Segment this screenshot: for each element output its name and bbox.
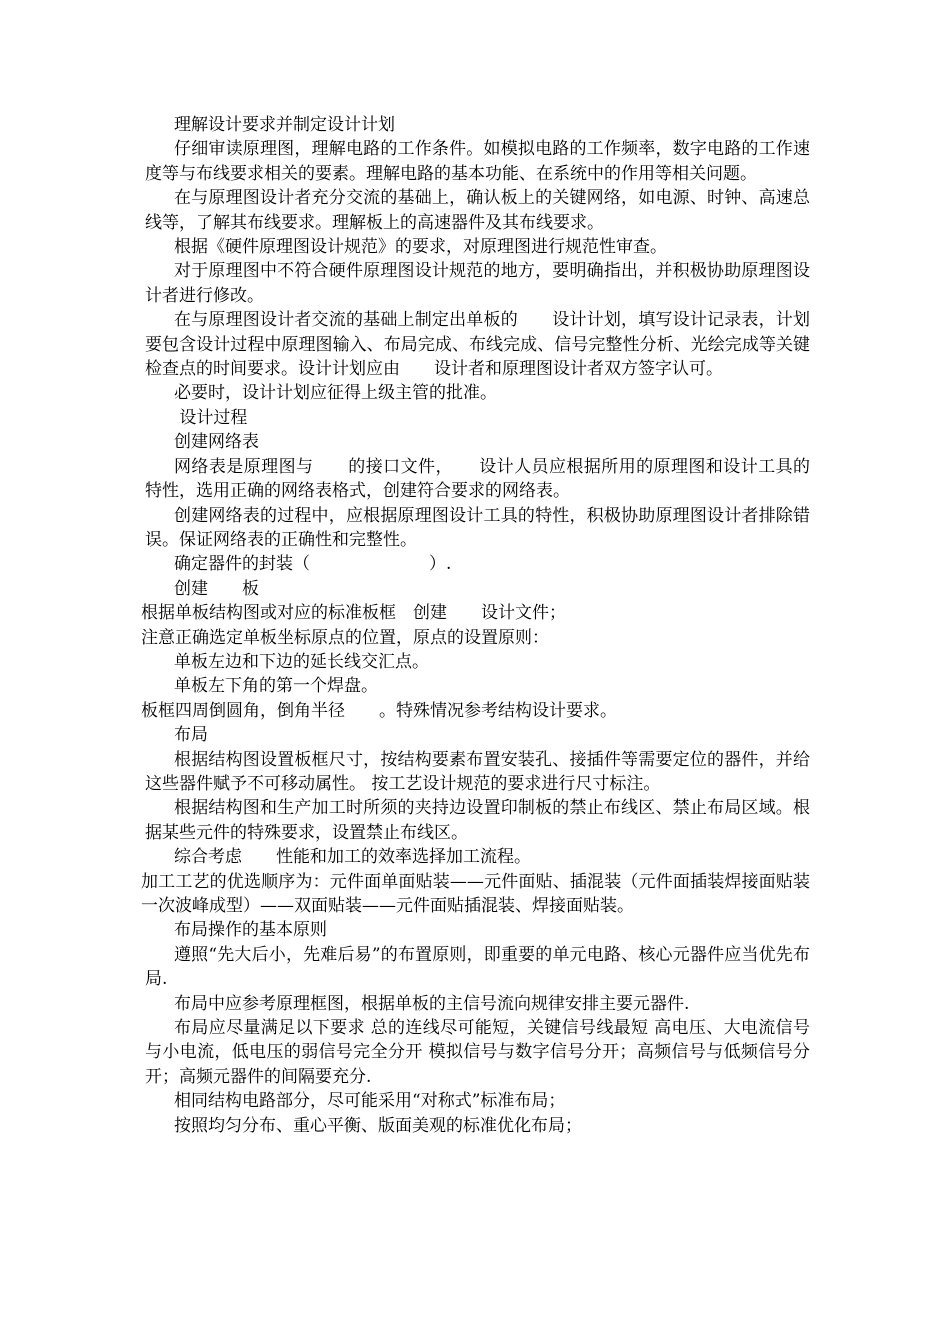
paragraph: 板框四周倒圆角，倒角半径 。特殊情况参考结构设计要求。 [141, 700, 617, 721]
paragraph: 仔细审读原理图，理解电路的工作条件。如模拟电路的工作频率，数字电路的工作速度等与布线要求相关的要素。理解电路的基本功能、在系统中的作用等相关问题。 [145, 139, 810, 184]
paragraph: 在与原理图设计者充分交流的基础上，确认板上的关键网络，如电源、时钟、高速总线等，了解其布线要求。理解板上的高速器件及其布线要求。 [145, 188, 810, 233]
paragraph: 遵照“先大后小，先难后易”的布置原则，即重要的单元电路、核心元器件应当优先布局. [145, 944, 810, 990]
paragraph: 设计过程 [174, 407, 248, 428]
paragraph: 布局 [174, 725, 208, 746]
paragraph: 综合考虑 性能和加工的效率选择加工流程。 [174, 847, 531, 868]
paragraph: 确定器件的封装（ ）. [174, 554, 452, 575]
paragraph: 单板左下角的第一个焊盘。 [174, 676, 378, 697]
paragraph: 相同结构电路部分，尽可能采用“对称式”标准布局； [174, 1091, 566, 1112]
document-body [141, 113, 810, 1138]
paragraph: 对于原理图中不符合硬件原理图设计规范的地方，要明确指出，并积极协助原理图设计者进行修改。 [145, 261, 810, 306]
paragraph: 单板左边和下边的延长线交汇点。 [174, 651, 429, 672]
paragraph: 根据单板结构图或对应的标准板框 创建 设计文件； [141, 603, 566, 624]
paragraph: 布局应尽量满足以下要求 总的连线尽可能短，关键信号线最短 高电压、大电流信号与小电流，低电压的弱信号完全分开 模拟信号与数字信号分开；高频信号与低频信号分开；高频元器件的间隔要充分. [145, 1018, 810, 1087]
paragraph: 布局操作的基本原则 [174, 920, 327, 941]
paragraph: 根据《硬件原理图设计规范》的要求，对原理图进行规范性审查。 [174, 237, 667, 258]
paragraph: 按照均匀分布、重心平衡、版面美观的标准优化布局； [174, 1115, 582, 1136]
paragraph: 注意正确选定单板坐标原点的位置，原点的设置原则： [141, 627, 549, 648]
paragraph: 在与原理图设计者交流的基础上制定出单板的 设计计划，填写设计记录表，计划要包含设计过程中原理图输入、布局完成、布线完成、信号完整性分析、光绘完成等关键检查点的时间要求。设计计划应由 设计者和原理图设计者双方签字认可。 [145, 310, 810, 380]
paragraph: 网络表是原理图与 的接口文件， 设计人员应根据所用的原理图和设计工具的特性，选用正确的网络表格式，创建符合要求的网络表。 [145, 456, 810, 502]
paragraph: 理解设计要求并制定设计计划 [174, 115, 395, 135]
paragraph: 创建网络表 [174, 432, 259, 453]
paragraph: 布局中应参考原理框图，根据单板的主信号流向规律安排主要元器件. [174, 993, 690, 1014]
paragraph: 加工工艺的优选顺序为：元件面单面贴装——元件面贴、插混装（元件面插装焊接面贴装一次波峰成型）——双面贴装——元件面贴插混装、焊接面贴装。 [141, 871, 810, 916]
paragraph: 根据结构图和生产加工时所须的夹持边设置印制板的禁止布线区、禁止布局区域。根据某些元件的特殊要求，设置禁止布线区。 [145, 798, 810, 843]
paragraph: 创建 板 [174, 578, 259, 599]
paragraph: 根据结构图设置板框尺寸，按结构要素布置安装孔、接插件等需要定位的器件，并给这些器件赋予不可移动属性。 按工艺设计规范的要求进行尺寸标注。 [145, 749, 810, 794]
paragraph: 创建网络表的过程中，应根据原理图设计工具的特性，积极协助原理图设计者排除错误。保证网络表的正确性和完整性。 [145, 505, 810, 550]
paragraph: 必要时，设计计划应征得上级主管的批准。 [174, 383, 497, 404]
